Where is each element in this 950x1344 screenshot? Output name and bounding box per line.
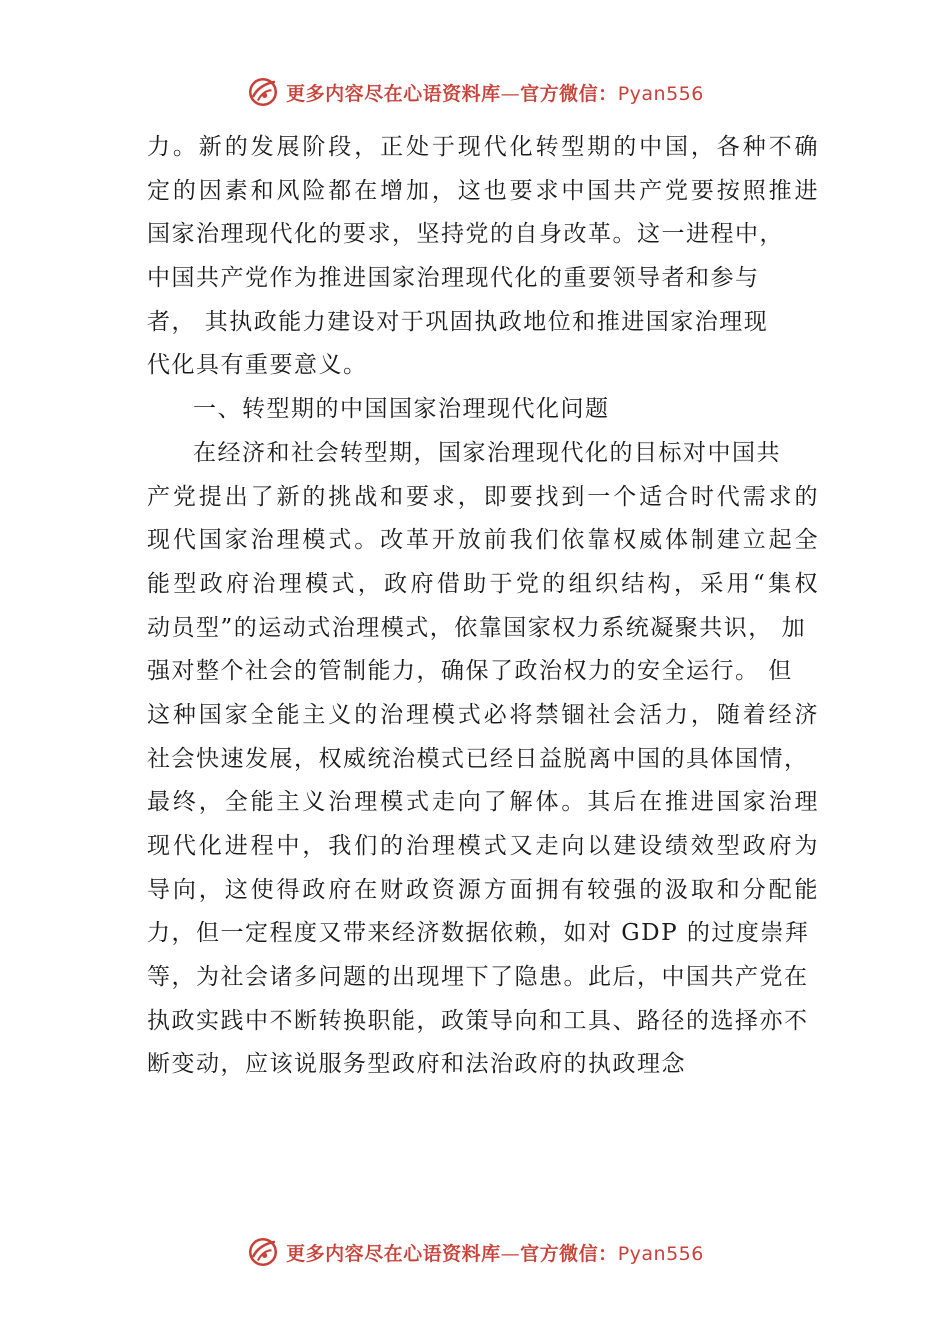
banner-brand: 更多内容尽在心语资料库	[286, 1242, 501, 1265]
body-line: 最终，全能主义治理模式走向了解体。其后在推进国家治理	[147, 789, 819, 816]
body-line: 断变动，应该说服务型政府和法治政府的执政理念	[147, 1051, 686, 1078]
body-line: 强对整个社会的管制能力，确保了政治权力的安全运行。 但	[147, 658, 793, 685]
banner-wechat-label: 官方微信：	[520, 1242, 618, 1265]
banner-separator: —	[500, 1242, 521, 1265]
banner-brand: 更多内容尽在心语资料库	[286, 82, 501, 105]
body-line: 代化具有重要意义。	[147, 352, 368, 379]
body-line: 力。新的发展阶段，正处于现代化转型期的中国，各种不确	[147, 134, 819, 160]
body-line: 动员型”的运动式治理模式，依靠国家权力系统凝聚共识， 加	[147, 614, 807, 641]
body-line: 现代化进程中，我们的治理模式又走向以建设绩效型政府为	[147, 833, 819, 859]
body-line: 导向，这使得政府在财政资源方面拥有较强的汲取和分配能	[147, 876, 819, 903]
body-line: 这种国家全能主义的治理模式必将禁锢社会活力，随着经济	[147, 701, 819, 728]
banner-wechat-label: 官方微信：	[520, 82, 618, 105]
document-body	[147, 126, 819, 1087]
banner-separator: —	[500, 82, 521, 105]
banner-wechat-id: Pyan556	[617, 1242, 704, 1265]
header-banner	[0, 70, 950, 114]
body-line: 等，为社会诸多问题的出现埋下了隐患。此后，中国共产党在	[147, 964, 809, 991]
body-line: 现代国家治理模式。改革开放前我们依靠权威体制建立起全	[147, 527, 819, 554]
body-line: 产党提出了新的挑战和要求，即要找到一个适合时代需求的	[147, 483, 819, 510]
banner-wechat-id: Pyan556	[617, 82, 704, 105]
body-line: 中国共产党作为推进国家治理现代化的重要领导者和参与	[147, 265, 760, 292]
footer-banner	[0, 1230, 950, 1274]
body-line: 国家治理现代化的要求，坚持党的自身改革。这一进程中，	[147, 221, 784, 248]
section-heading: 一、转型期的中国国家治理现代化问题	[193, 396, 610, 423]
body-line: 执政实践中不断转换职能，政策导向和工具、路径的选择亦不	[147, 1007, 809, 1034]
swirl-logo-icon	[246, 75, 280, 109]
body-line: 定的因素和风险都在增加，这也要求中国共产党要按照推进	[147, 177, 819, 204]
banner-text	[286, 79, 704, 106]
body-line: 力，但一定程度又带来经济数据依赖，如对 GDP 的过度崇拜	[147, 920, 810, 947]
body-line: 在经济和社会转型期，国家治理现代化的目标对中国共	[193, 439, 781, 466]
banner-text	[286, 1239, 704, 1266]
body-line: 者， 其执政能力建设对于巩固执政地位和推进国家治理现	[147, 308, 769, 335]
body-line: 能型政府治理模式，政府借助于党的组织结构，采用“集权	[147, 570, 819, 597]
body-line: 社会快速发展，权威统治模式已经日益脱离中国的具体国情，	[147, 745, 809, 772]
swirl-logo-icon	[246, 1235, 280, 1269]
